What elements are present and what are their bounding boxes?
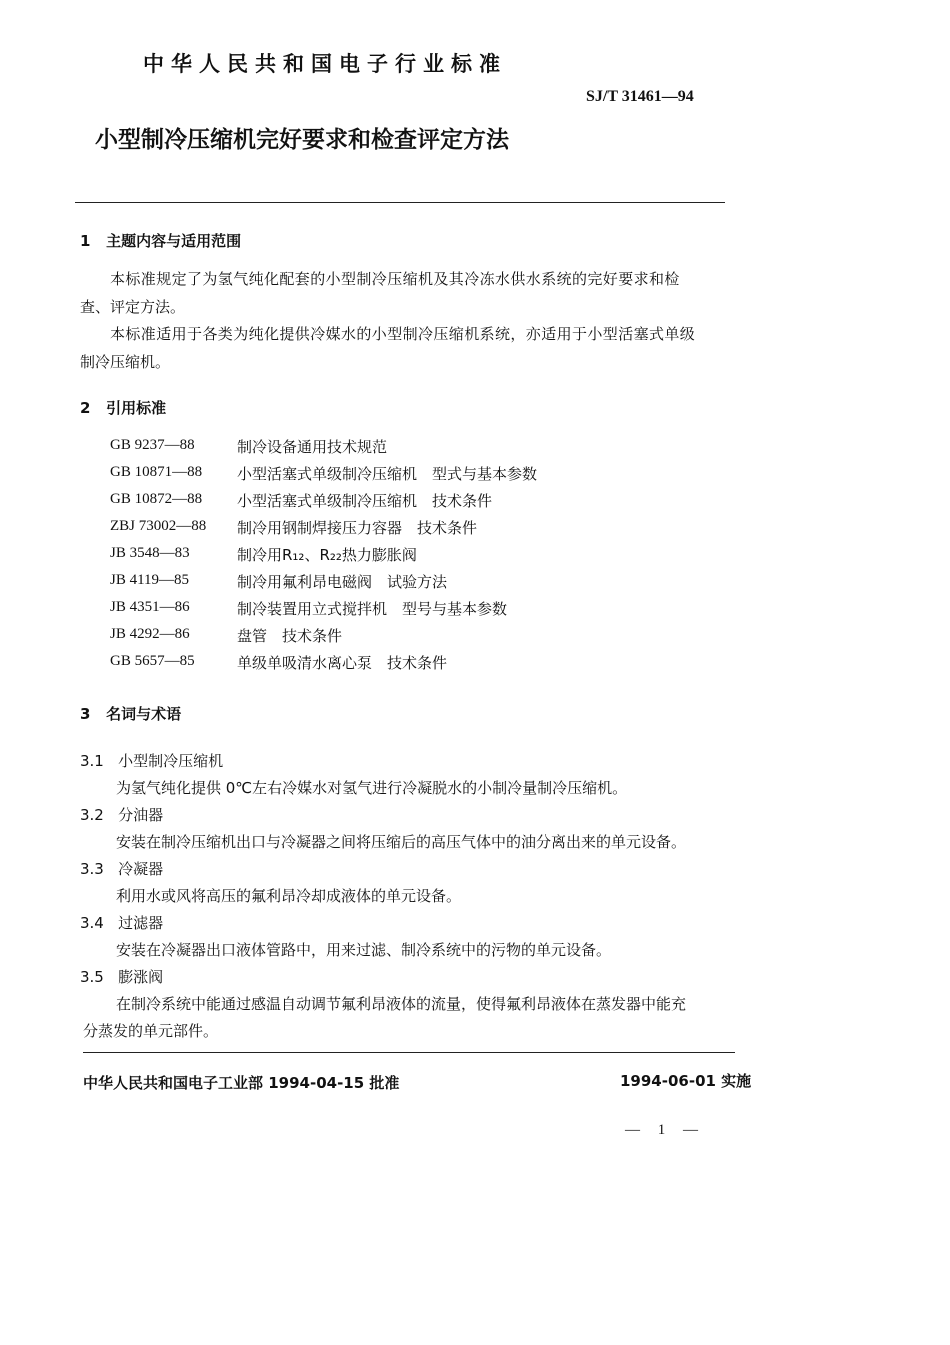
paragraph-line: 本标准适用于各类为纯化提供冷媒水的小型制冷压缩机系统，亦适用于小型活塞式单级 — [110, 325, 696, 343]
term-definition: 为氢气纯化提供 0℃左右冷媒水对氢气进行冷凝脱水的小制冷量制冷压缩机。 — [116, 779, 628, 797]
reference-code: JB 3548—83 — [110, 545, 190, 561]
term-definition-continued: 分蒸发的单元部件。 — [83, 1022, 219, 1040]
section-3-heading — [80, 703, 181, 724]
term-name: 小型制冷压缩机 — [118, 752, 224, 770]
section-2-heading — [80, 397, 166, 418]
term-heading — [80, 804, 163, 825]
term-number: 3.1 — [80, 752, 104, 770]
section-1-heading — [80, 230, 241, 251]
reference-title: 制冷设备通用技术规范 — [237, 438, 388, 456]
issuing-organization: 中华人民共和国电子行业标准 — [143, 52, 507, 76]
header-divider — [75, 202, 725, 203]
reference-title: 小型活塞式单级制冷压缩机 技术条件 — [237, 492, 493, 510]
term-number: 3.4 — [80, 914, 104, 932]
reference-title: 小型活塞式单级制冷压缩机 型式与基本参数 — [237, 465, 538, 483]
reference-title: 制冷用R₁₂、R₂₂热力膨胀阀 — [237, 546, 417, 564]
reference-title: 盘管 技术条件 — [237, 627, 343, 645]
term-name: 分油器 — [118, 806, 164, 824]
standard-code: SJ/T 31461—94 — [586, 88, 694, 105]
section-title: 主题内容与适用范围 — [106, 232, 242, 250]
term-number: 3.2 — [80, 806, 104, 824]
term-definition: 利用水或风将高压的氟利昂冷却成液体的单元设备。 — [116, 887, 462, 905]
section-title: 名词与术语 — [106, 705, 182, 723]
term-number: 3.5 — [80, 968, 104, 986]
term-heading — [80, 750, 223, 771]
reference-code: GB 5657—85 — [110, 653, 195, 669]
section-number: 3 — [80, 705, 91, 723]
effective-date: 1994-06-01 实施 — [620, 1072, 752, 1090]
term-heading — [80, 912, 163, 933]
term-name: 冷凝器 — [118, 860, 164, 878]
reference-title: 制冷装置用立式搅拌机 型号与基本参数 — [237, 600, 508, 618]
document-title: 小型制冷压缩机完好要求和检查评定方法 — [95, 127, 509, 153]
section-title: 引用标准 — [106, 399, 167, 417]
reference-code: ZBJ 73002—88 — [110, 518, 207, 534]
paragraph-line: 本标准规定了为氢气纯化配套的小型制冷压缩机及其冷冻水供水系统的完好要求和检 — [110, 270, 680, 288]
reference-code: GB 9237—88 — [110, 437, 195, 453]
term-name: 膨涨阀 — [118, 968, 164, 986]
paragraph-line: 查、评定方法。 — [80, 298, 186, 316]
paragraph-line: 制冷压缩机。 — [80, 353, 171, 371]
term-definition: 安装在制冷压缩机出口与冷凝器之间将压缩后的高压气体中的油分离出来的单元设备。 — [116, 833, 687, 851]
reference-title: 制冷用钢制焊接压力容器 技术条件 — [237, 519, 478, 537]
reference-code: GB 10871—88 — [110, 464, 203, 480]
approval-note: 中华人民共和国电子工业部 1994-04-15 批准 — [83, 1074, 400, 1092]
reference-code: GB 10872—88 — [110, 491, 203, 507]
term-heading — [80, 966, 163, 987]
term-name: 过滤器 — [118, 914, 164, 932]
reference-title: 制冷用氟利昂电磁阀 试验方法 — [237, 573, 448, 591]
footer-divider — [83, 1052, 735, 1053]
reference-code: JB 4119—85 — [110, 572, 190, 588]
term-number: 3.3 — [80, 860, 104, 878]
section-number: 1 — [80, 232, 91, 250]
term-definition: 安装在冷凝器出口液体管路中，用来过滤、制冷系统中的污物的单元设备。 — [116, 941, 612, 959]
section-number: 2 — [80, 399, 91, 417]
term-definition: 在制冷系统中能通过感温自动调节氟利昂液体的流量，使得氟利昂液体在蒸发器中能充 — [116, 995, 687, 1013]
page-number: — 1 — — [625, 1122, 698, 1138]
reference-code: JB 4351—86 — [110, 599, 190, 615]
reference-code: JB 4292—86 — [110, 626, 190, 642]
term-heading — [80, 858, 163, 879]
reference-title: 单级单吸清水离心泵 技术条件 — [237, 654, 448, 672]
